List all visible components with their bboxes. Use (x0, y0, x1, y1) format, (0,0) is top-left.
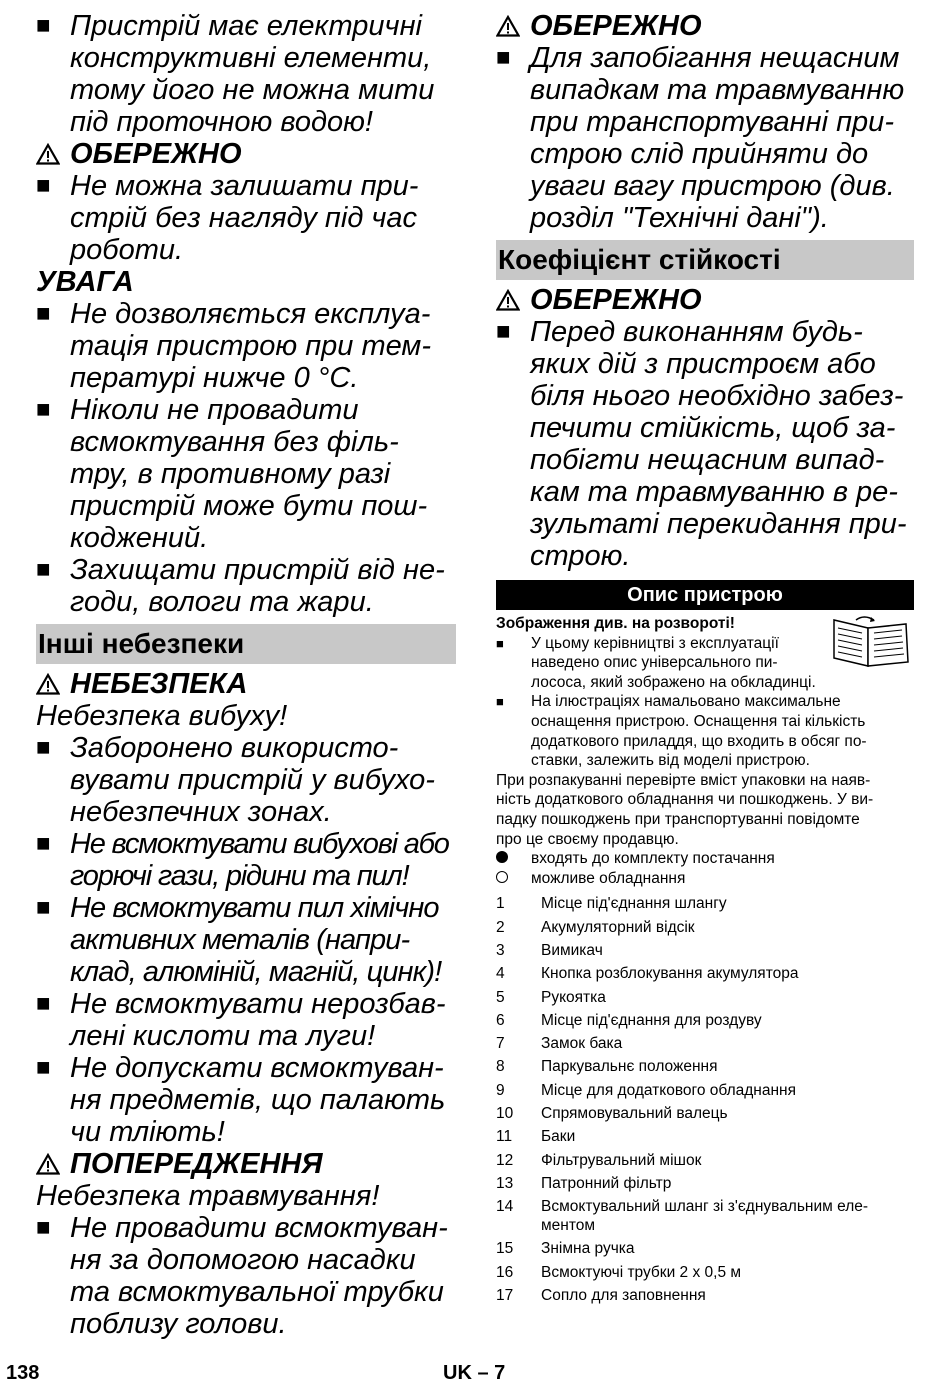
attention-heading: УВАГА (36, 266, 134, 298)
part-number: 4 (496, 965, 505, 983)
square-bullet-icon: ■ (36, 396, 51, 423)
part-item (496, 1011, 914, 1030)
list-item (496, 692, 914, 770)
list-item (36, 828, 456, 892)
square-bullet-icon: ■ (36, 172, 51, 199)
list-item (36, 732, 456, 828)
square-bullet-icon: ■ (496, 44, 511, 71)
part-number: 17 (496, 1287, 514, 1305)
part-item (496, 988, 914, 1007)
legend-item (496, 849, 914, 869)
part-label: Фільтрувальний мішок (541, 1151, 702, 1169)
caution-label: ПОПЕРЕДЖЕННЯ (70, 1148, 323, 1180)
warning-heading (496, 284, 914, 316)
list-item (36, 1212, 456, 1340)
warning-heading (496, 10, 914, 42)
bullet-text: Не допускати всмоктуван- ня предметів, що палають чи тліють! (70, 1052, 446, 1148)
part-item (496, 1104, 914, 1123)
warning-label: ОБЕРЕЖНО (530, 284, 702, 316)
part-item (496, 1127, 914, 1146)
parts-list (496, 894, 914, 1305)
bullet-text: Не можна залишати при- стрій без нагляду під час роботи. (70, 170, 419, 266)
part-number: 6 (496, 1011, 505, 1029)
square-bullet-icon: ■ (36, 1054, 51, 1081)
square-bullet-icon: ■ (36, 1214, 51, 1241)
bullet-text: Не всмоктувати вибухові або горючі гази, рідини та пил! (70, 828, 449, 892)
part-number: 2 (496, 918, 505, 936)
part-label: Патронний фільтр (541, 1174, 672, 1192)
part-item (496, 1197, 914, 1235)
empty-circle-icon (496, 871, 508, 883)
caution-heading (36, 1148, 456, 1180)
bullet-text: Ніколи не провадити всмоктування без філь- тру, в противному разі пристрій може бути пош- коджений. (70, 394, 428, 554)
square-bullet-icon: ■ (36, 894, 50, 921)
bullet-text: Перед виконанням будь- яких дій з пристроєм або біля нього необхідно забез- печити стійкість, щоб за- побігти нещасним випад- кам та травмуванню в ре- зультаті перекидання при- строю. (530, 316, 907, 572)
bullet-text: Не провадити всмоктуван- ня за допомогою насадки та всмоктувальної трубки поблизу голови. (70, 1212, 448, 1340)
warning-label: ОБЕРЕЖНО (530, 10, 702, 42)
square-bullet-icon: ■ (36, 830, 50, 857)
square-bullet-icon: ■ (36, 556, 51, 583)
open-book-icon (828, 614, 914, 670)
list-item (36, 554, 456, 618)
part-number: 1 (496, 895, 505, 913)
square-bullet-icon: ■ (496, 694, 504, 710)
legend-item (496, 869, 914, 889)
part-number: 13 (496, 1174, 514, 1192)
square-bullet-icon: ■ (36, 990, 51, 1017)
bullet-text: На ілюстраціях намальовано максимальне оснащення пристрою. Оснащення таі кількість додаткового приладдя, що входить в обсяг по- ставки, залежить від моделі пристрою. (531, 693, 867, 770)
warning-label: ОБЕРЕЖНО (70, 138, 242, 170)
part-item (496, 1034, 914, 1053)
part-label: Знімна ручка (541, 1240, 635, 1258)
part-label: Місце під'єднання шлангу (541, 895, 727, 913)
part-label: Замок бака (541, 1035, 623, 1053)
part-label: Рукоятка (541, 988, 606, 1006)
part-label: Спрямовувальний валець (541, 1104, 728, 1122)
part-label: Баки (541, 1128, 576, 1146)
legend-label: входять до комплекту постачання (531, 850, 775, 868)
bullet-text: Пристрій має електричні конструктивні елементи, тому його не можна мити під проточною водою! (70, 10, 435, 138)
warning-heading (36, 138, 456, 170)
bullet-text: Заборонено використо- вувати пристрій у вибухо- небезпечних зонах. (70, 732, 435, 828)
part-item (496, 964, 914, 983)
part-item (496, 1057, 914, 1076)
warning-triangle-icon (496, 10, 530, 42)
list-item (36, 988, 456, 1052)
section-title-device-description: Опис пристрою (496, 580, 914, 610)
bullet-text: У цьому керівництві з експлуатації наведено опис універсального пи- лососа, який зображено на обкладинці. (531, 634, 816, 691)
part-item (496, 941, 914, 960)
warning-triangle-icon (36, 1148, 70, 1180)
part-item (496, 894, 914, 913)
warning-triangle-icon (36, 668, 70, 700)
square-bullet-icon: ■ (36, 300, 51, 327)
part-number: 12 (496, 1151, 514, 1169)
list-item (36, 10, 456, 138)
filled-circle-icon (496, 851, 508, 863)
section-title-stability: Коефіцієнт стійкості (496, 240, 914, 280)
square-bullet-icon: ■ (496, 635, 504, 651)
section-title-other-dangers: Інші небезпеки (36, 624, 456, 664)
danger-subtitle: Небезпека вибуху! (36, 700, 288, 732)
danger-heading (36, 668, 456, 700)
list-item (36, 394, 456, 554)
part-number: 10 (496, 1104, 514, 1122)
part-label: Місце під'єднання для роздуву (541, 1011, 762, 1029)
bullet-text: Не всмоктувати нерозбав- лені кислоти та луги! (70, 988, 446, 1052)
square-bullet-icon: ■ (36, 12, 51, 39)
part-number: 11 (496, 1128, 513, 1146)
part-item (496, 1174, 914, 1193)
part-label: Всмоктувальний шланг зі з'єднувальним еле- ментом (541, 1198, 869, 1235)
caution-subtitle: Небезпека травмування! (36, 1180, 380, 1212)
part-item (496, 1081, 914, 1100)
warning-triangle-icon (496, 284, 530, 316)
bullet-text: Захищати пристрій від не- годи, вологи та жари. (70, 554, 445, 618)
part-number: 5 (496, 988, 505, 1006)
square-bullet-icon: ■ (36, 734, 51, 761)
bullet-text: Для запобігання нещасним випадкам та травмуванню при транспортуванні при- строю слід прийняти до уваги вагу пристрою (див. розділ "Технічні дані"). (530, 42, 905, 234)
part-label: Кнопка розблокування акумулятора (541, 965, 799, 983)
warning-triangle-icon (36, 138, 70, 170)
part-number: 15 (496, 1240, 514, 1258)
part-number: 14 (496, 1198, 514, 1216)
danger-label: НЕБЕЗПЕКА (70, 668, 248, 700)
part-number: 9 (496, 1081, 505, 1099)
bullet-text: Не всмоктувати пил хімічно активних металів (напри- клад, алюміній, магній, цинк)! (70, 892, 442, 988)
list-item (36, 1052, 456, 1148)
list-item (496, 42, 914, 234)
right-column (496, 10, 914, 1309)
image-note: Зображення див. на розвороті! (496, 615, 735, 632)
part-item (496, 918, 914, 937)
part-label: Вимикач (541, 941, 603, 959)
list-item (496, 316, 914, 572)
part-label: Сопло для заповнення (541, 1287, 706, 1305)
language-page-code: UK – 7 (443, 1362, 506, 1384)
part-item (496, 1151, 914, 1170)
bullet-text: Не дозволяється експлуа- тація пристрою при тем- пературі нижче 0 °C. (70, 298, 431, 394)
list-item (36, 170, 456, 266)
list-item (36, 298, 456, 394)
part-label: Місце для додаткового обладнання (541, 1081, 796, 1099)
part-label: Акумуляторний відсік (541, 918, 695, 936)
part-number: 7 (496, 1035, 505, 1053)
legend-label: можливе обладнання (531, 869, 686, 887)
part-label: Всмоктуючі трубки 2 x 0,5 м (541, 1263, 742, 1281)
part-item (496, 1239, 914, 1258)
page-number: 138 (6, 1362, 40, 1384)
part-item (496, 1286, 914, 1305)
description-block (496, 614, 914, 888)
part-number: 8 (496, 1058, 505, 1076)
unpack-text: При розпакуванні перевірте вміст упаковки на наяв- ність додаткового обладнання чи пошкоджень. У ви- падку пошкоджень при транспортуванні повідомте про це своєму продавцю. (496, 771, 874, 848)
part-item (496, 1263, 914, 1282)
part-label: Паркувальнє положення (541, 1058, 718, 1076)
list-item (36, 892, 456, 988)
part-number: 16 (496, 1263, 514, 1281)
left-column (36, 10, 456, 1340)
part-number: 3 (496, 941, 505, 959)
square-bullet-icon: ■ (496, 318, 511, 345)
